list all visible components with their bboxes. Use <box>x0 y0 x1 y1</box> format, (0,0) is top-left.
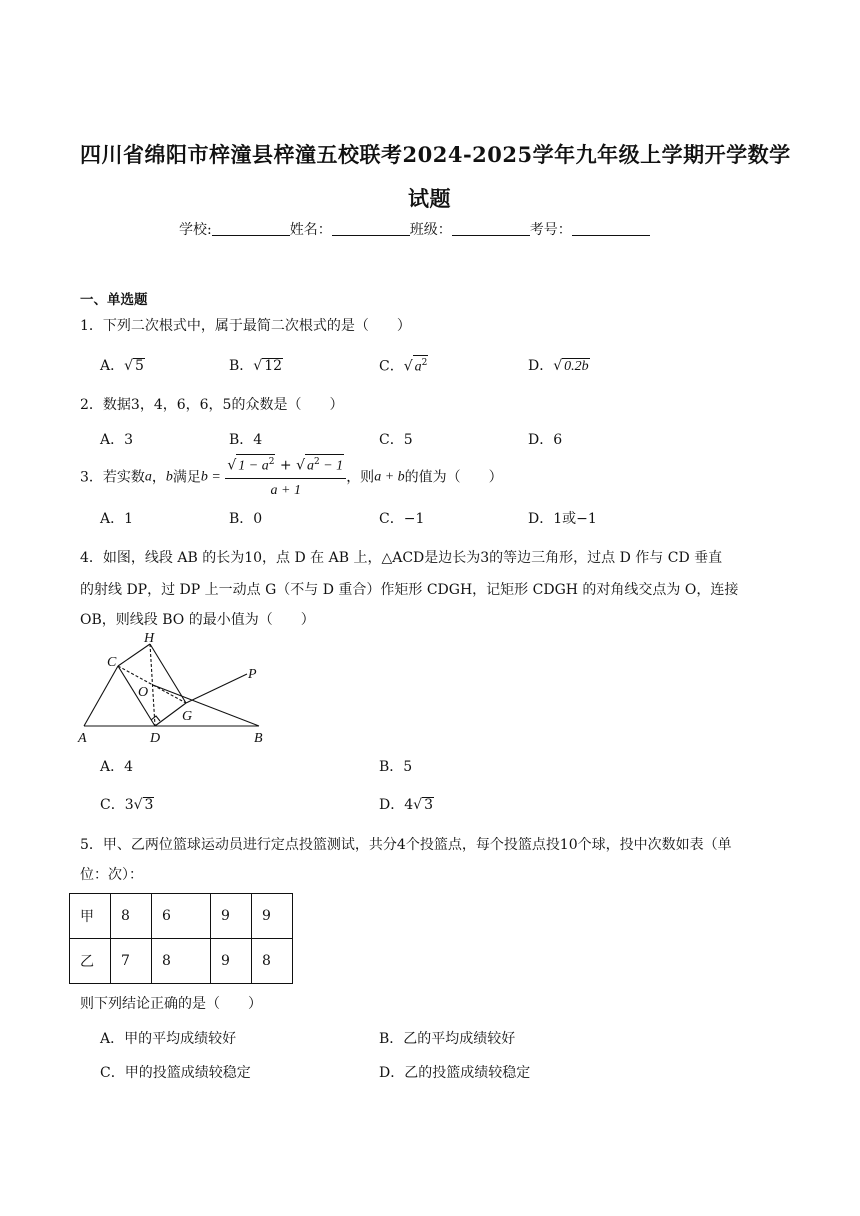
q3-num-r1-exp: 2 <box>268 457 275 467</box>
segment-ob <box>153 685 259 726</box>
q3-comma: ， <box>151 469 166 486</box>
q4-line1: 4．如图，线段 AB 的长为10，点 D 在 AB 上，△ACD是边长为3的等边三角形，过点 D 作与 CD 垂直 <box>80 550 723 566</box>
q1-c-letter: C． <box>379 358 404 375</box>
q2-option-c[interactable]: C．5 <box>379 432 413 448</box>
table-cell: 8 <box>252 939 293 984</box>
label-o: O <box>138 685 149 700</box>
q4-line3: OB，则线段 BO 的最小值为（ ） <box>80 612 315 628</box>
table-cell: 8 <box>111 894 152 939</box>
q2-option-b[interactable]: B．4 <box>229 432 263 448</box>
school-blank[interactable] <box>212 221 290 236</box>
class-blank[interactable] <box>452 221 530 236</box>
label-b: B <box>254 731 263 746</box>
label-d: D <box>150 731 161 746</box>
right-angle-mark <box>151 716 160 721</box>
q2-stem: 2．数据3，4，6，6，5的众数是（ ） <box>80 397 344 413</box>
school-label: 学校: <box>179 222 212 238</box>
table-cell: 8 <box>152 939 211 984</box>
q4-d-radicand: 3 <box>424 797 433 813</box>
q3-stem <box>80 454 503 501</box>
q1-b-letter: B． <box>229 358 254 374</box>
q1-c-exponent: 2 <box>421 358 428 368</box>
q3-var-a: a <box>144 469 152 485</box>
table-cell: 9 <box>252 894 293 939</box>
q5-prompt: 则下列结论正确的是（ ） <box>80 996 262 1012</box>
table-cell: 7 <box>111 939 152 984</box>
q3-eq-lhs: b = <box>200 469 221 485</box>
q3-num-r2: a <box>307 458 314 474</box>
q4-c-letter: C．3 <box>100 797 134 813</box>
table-cell: 9 <box>211 894 252 939</box>
q3-option-c[interactable]: C．−1 <box>379 511 425 527</box>
segment-ac <box>84 666 118 726</box>
q4-d-letter: D．4 <box>379 797 414 813</box>
q3-var-b: b <box>165 469 173 485</box>
q1-option-c[interactable]: C．√ $a^2$ <box>379 355 428 376</box>
name-label: 姓名： <box>289 222 332 238</box>
q3-denominator: a + 1 <box>270 482 301 498</box>
q4-option-c[interactable]: C．3√ 3 <box>100 797 154 813</box>
class-label: 班级： <box>409 222 452 238</box>
q3-option-b[interactable]: B．0 <box>229 511 263 527</box>
q1-a-radicand: 5 <box>135 358 144 374</box>
section-heading: 一、单选题 <box>80 292 148 308</box>
q5-line2: 位：次）： <box>80 867 143 883</box>
q3-option-a[interactable]: A．1 <box>100 511 134 527</box>
q1-option-a[interactable]: A．√ 5 <box>100 358 144 374</box>
score-table <box>69 893 293 984</box>
name-blank[interactable] <box>332 221 410 236</box>
label-g: G <box>182 709 193 724</box>
q5-option-a[interactable]: A．甲的平均成绩较好 <box>100 1031 237 1047</box>
q4-option-d[interactable]: D．4√ 3 <box>379 797 433 813</box>
label-p: P <box>248 667 257 682</box>
q3-suffix1: ，则 <box>346 469 375 486</box>
q3-expr: a + b <box>374 469 405 485</box>
q4-c-radicand: 3 <box>144 797 154 813</box>
segment-hg <box>150 644 186 703</box>
q5-line1: 5．甲、乙两位篮球运动员进行定点投篮测试，共分4个投篮点，每个投篮点投10个球，投中次数如表（单 <box>80 837 732 853</box>
doc-title-line2: 试题 <box>408 186 451 211</box>
q3-prefix: 3．若实数 <box>80 469 145 486</box>
q4-option-b[interactable]: B．5 <box>379 759 413 775</box>
table-cell: 甲 <box>70 894 111 939</box>
q5-option-d[interactable]: D．乙的投篮成绩较稳定 <box>379 1065 531 1081</box>
q3-fraction: $\frac{√ 1 - a^2 + √ a^2 - 1}{a + 1}$ <box>225 454 346 501</box>
table-row <box>70 939 293 984</box>
ray-dp <box>186 674 247 703</box>
q3-suffix2: 的值为（ ） <box>404 469 503 486</box>
q4-figure <box>74 630 274 748</box>
q3-num-r2-tail: − 1 <box>319 458 344 474</box>
table-cell: 乙 <box>70 939 111 984</box>
q2-option-a[interactable]: A．3 <box>100 432 134 448</box>
table-cell: 9 <box>211 939 252 984</box>
q3-option-d[interactable]: D．1或−1 <box>528 511 597 527</box>
segment-cd <box>118 666 155 726</box>
label-h: H <box>144 631 155 646</box>
doc-title-line1: 四川省绵阳市梓潼县梓潼五校联考2024-2025学年九年级上学期开学数学 <box>80 142 791 167</box>
q3-num-r2-exp: 2 <box>314 457 320 467</box>
label-c: C <box>107 655 117 670</box>
table-cell: 6 <box>152 894 211 939</box>
q1-stem: 1．下列二次根式中，属于最简二次根式的是（ ） <box>80 318 411 334</box>
q4-line2: 的射线 DP，过 DP 上一动点 G（不与 D 重合）作矩形 CDGH，记矩形 CDGH 的对角线交点为 O，连接 <box>80 582 739 598</box>
q3-plus: + <box>279 457 292 474</box>
q1-d-radicand: 0.2b <box>564 359 589 374</box>
q1-c-radicand: a <box>414 359 422 375</box>
q1-b-radicand: 12 <box>264 358 283 374</box>
q4-option-a[interactable]: A．4 <box>100 759 134 775</box>
segment-ch <box>118 644 150 666</box>
q1-option-b[interactable]: B．√ 12 <box>229 358 283 374</box>
q5-option-c[interactable]: C．甲的投篮成绩较稳定 <box>100 1065 251 1081</box>
exam-no-blank[interactable] <box>572 221 650 236</box>
q5-option-b[interactable]: B．乙的平均成绩较好 <box>379 1031 516 1047</box>
q1-a-letter: A． <box>100 358 125 374</box>
student-info-line <box>179 219 650 239</box>
label-a: A <box>78 731 87 746</box>
table-row <box>70 894 293 939</box>
q3-mid: 满足 <box>172 469 201 486</box>
q2-option-d[interactable]: D．6 <box>528 432 563 448</box>
q1-d-letter: D． <box>528 358 554 374</box>
exam-no-label: 考号： <box>529 222 572 238</box>
q3-num-r1: 1 − a <box>238 458 269 474</box>
q1-option-d[interactable]: D．√ 0.2b <box>528 358 589 374</box>
